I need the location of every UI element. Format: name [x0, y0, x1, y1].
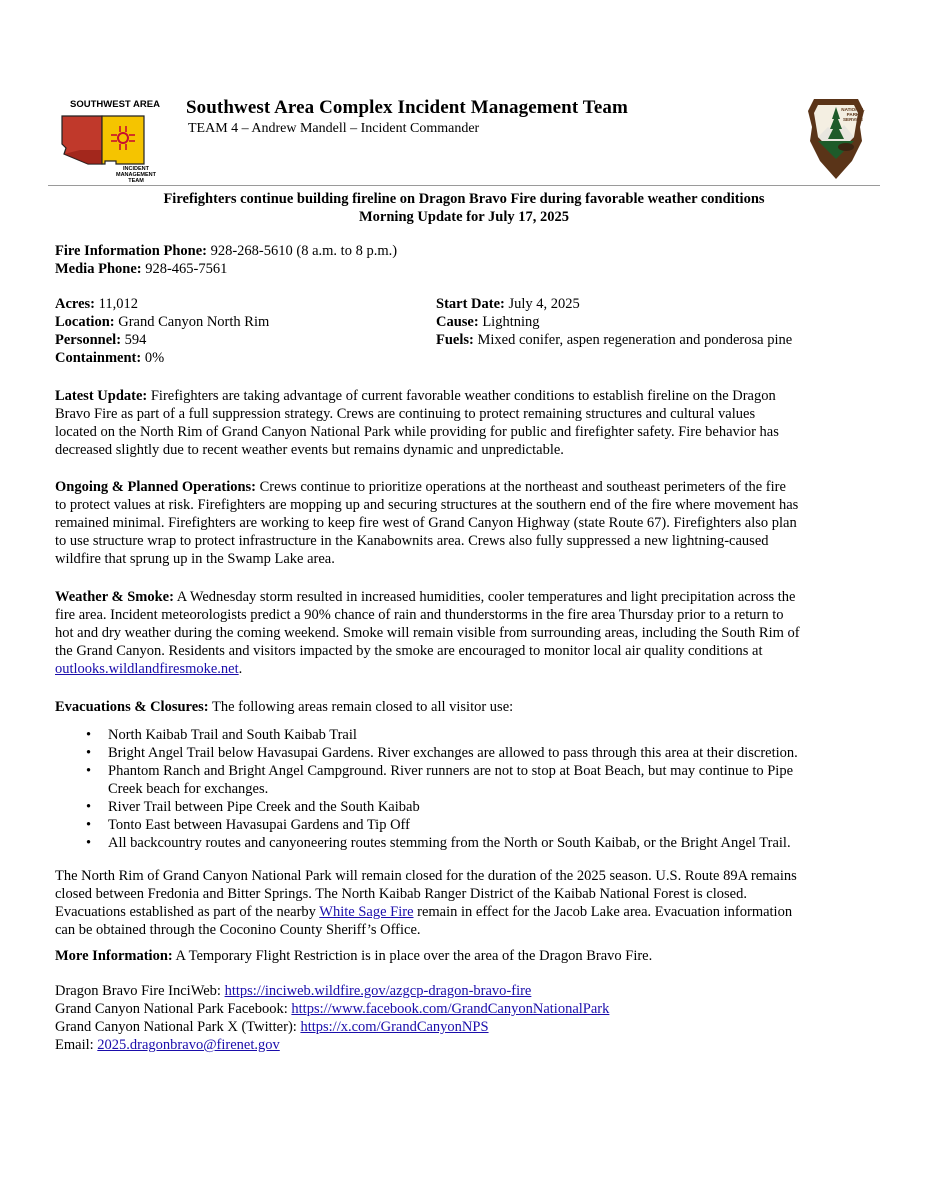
weather-line-2: fire area. Incident meteorologists predict a 90% chance of rain and thunderstorms in the fire area Thursday prior to a return to	[55, 607, 784, 623]
swa-logo-text-bottom-3: TEAM	[128, 178, 144, 184]
media-phone-value: 928-465-7561	[141, 261, 228, 277]
team-subtitle: TEAM 4 – Andrew Mandell – Incident Commander	[188, 121, 480, 136]
evacuations-intro-text: The following areas remain closed to all visitor use:	[208, 699, 514, 715]
operations-line-4: to use structure wrap to protect infrastructure in the Kanabownits area. Crews also fully suppressed a new lightning-caused	[55, 533, 769, 549]
location-value: Grand Canyon North Rim	[114, 314, 270, 330]
white-sage-fire-link[interactable]: White Sage Fire	[319, 904, 414, 920]
inciweb-link[interactable]: https://inciweb.wildfire.gov/azgcp-dragon-bravo-fire	[224, 983, 532, 999]
operations-line-1: Crews continue to prioritize operations at the northeast and southeast perimeters of the fire	[256, 479, 786, 495]
location-label: Location:	[55, 314, 115, 330]
bullet-icon: •	[86, 835, 92, 851]
resource-links	[55, 982, 880, 1054]
operations-label: Ongoing & Planned Operations:	[55, 479, 257, 495]
header-divider	[48, 185, 880, 186]
weather-line-1: A Wednesday storm resulted in increased humidities, cooler temperatures and light precipitation across the	[173, 589, 796, 605]
latest-update-paragraph	[55, 387, 880, 459]
cause-line	[436, 313, 792, 331]
cause-label: Cause:	[436, 314, 479, 330]
containment-line	[55, 349, 880, 367]
latest-update-line-1: Firefighters are taking advantage of current favorable weather conditions to establish fireline on the Dragon	[147, 388, 776, 404]
nps-logo-line2: PARK	[846, 112, 860, 117]
bullet-icon: •	[86, 799, 92, 815]
headline-line-1: Firefighters continue building fireline on Dragon Bravo Fire during favorable weather conditions	[163, 191, 765, 207]
cause-value: Lightning	[478, 314, 540, 330]
closure-item: • All backcountry routes and canyoneering routes stemming from the North or South Kaibab, or the Bright Angel Trail.	[86, 835, 791, 851]
containment-value: 0%	[141, 350, 165, 366]
swa-logo-text-bottom-2: MANAGEMENT	[115, 172, 157, 178]
nps-arrowhead-logo	[806, 97, 866, 180]
bullet-icon: •	[86, 763, 92, 779]
latest-update-label: Latest Update:	[55, 388, 148, 404]
more-info-label: More Information:	[55, 948, 173, 964]
swa-imt-logo-graphic	[58, 98, 173, 184]
media-phone-line	[55, 260, 880, 278]
start-date-line	[436, 295, 792, 313]
swa-logo-text-top: SOUTHWEST AREA	[70, 99, 160, 110]
x-label: Grand Canyon National Park X (Twitter):	[55, 1019, 301, 1035]
smoke-outlook-link[interactable]: outlooks.wildlandfiresmoke.net	[55, 661, 239, 677]
acres-value: 11,012	[95, 296, 138, 312]
press-headline	[48, 190, 880, 226]
closure-line-4: can be obtained through the Coconino County Sheriff’s Office.	[55, 922, 421, 938]
x-twitter-link[interactable]: https://x.com/GrandCanyonNPS	[300, 1019, 489, 1035]
headline-line-2: Morning Update for July 17, 2025	[359, 209, 569, 225]
contact-info	[55, 242, 880, 278]
weather-paragraph	[55, 588, 880, 678]
facebook-label: Grand Canyon National Park Facebook:	[55, 1001, 292, 1017]
start-date-value: July 4, 2025	[504, 296, 580, 312]
start-date-label: Start Date:	[436, 296, 505, 312]
latest-update-line-4: decreased slightly due to recent weather events but remains dynamic and unpredictable.	[55, 442, 564, 458]
fire-facts-right	[436, 295, 792, 349]
inciweb-line	[55, 982, 880, 1000]
evacuations-intro	[55, 698, 880, 716]
closure-item: • North Kaibab Trail and South Kaibab Trail	[86, 727, 357, 743]
evacuations-label: Evacuations & Closures:	[55, 699, 209, 715]
fire-phone-label: Fire Information Phone:	[55, 243, 207, 259]
operations-paragraph	[55, 478, 880, 568]
containment-label: Containment:	[55, 350, 142, 366]
personnel-value: 594	[121, 332, 147, 348]
more-info-paragraph	[55, 947, 880, 965]
x-line	[55, 1018, 880, 1036]
weather-line-4: the Grand Canyon. Residents and visitors impacted by the smoke are encouraged to monitor local air quality conditions at	[55, 643, 763, 659]
fuels-label: Fuels:	[436, 332, 474, 348]
fuels-line	[436, 331, 792, 349]
closure-paragraph	[55, 867, 880, 939]
closure-line-3-end: remain in effect for the Jacob Lake area. Evacuation information	[413, 904, 793, 920]
personnel-label: Personnel:	[55, 332, 122, 348]
closure-item: • River Trail between Pipe Creek and the South Kaibab	[86, 799, 420, 815]
nps-logo-line1: NATIONAL	[841, 107, 865, 112]
media-phone-label: Media Phone:	[55, 261, 142, 277]
email-link[interactable]: 2025.dragonbravo@firenet.gov	[97, 1037, 280, 1053]
facebook-link[interactable]: https://www.facebook.com/GrandCanyonNationalPark	[291, 1001, 610, 1017]
fire-phone-line	[55, 242, 880, 260]
weather-line-3: hot and dry weather during the coming weekend. Smoke will remain visible from surrounding areas, including the South Rim of	[55, 625, 800, 641]
fuels-value: Mixed conifer, aspen regeneration and ponderosa pine	[473, 332, 793, 348]
more-info-text: A Temporary Flight Restriction is in place over the area of the Dragon Bravo Fire.	[172, 948, 653, 964]
bullet-icon: •	[86, 817, 92, 833]
closure-item: • Phantom Ranch and Bright Angel Campground. River runners are not to stop at Boat Beach, but may continue to Pipe Creek beach for exchanges.	[86, 763, 794, 797]
fire-phone-value: 928-268-5610 (8 a.m. to 8 p.m.)	[206, 243, 398, 259]
closure-item: • Tonto East between Havasupai Gardens and Tip Off	[86, 817, 410, 833]
inciweb-label: Dragon Bravo Fire InciWeb:	[55, 983, 225, 999]
closure-line-2: closed between Fredonia and Bitter Springs. The North Kaibab Ranger District of the Kaibab National Forest is closed.	[55, 886, 747, 902]
email-label: Email:	[55, 1037, 98, 1053]
closures-list	[55, 726, 880, 852]
operations-line-3: remained minimal. Firefighters are working to keep fire west of Grand Canyon Highway (state Route 67). Firefighters also plan	[55, 515, 797, 531]
facebook-line	[55, 1000, 880, 1018]
closure-item: • Bright Angel Trail below Havasupai Gardens. River exchanges are allowed to pass through this area at their discretion.	[86, 745, 798, 761]
operations-line-5: wildfire that sprung up in the Swamp Lake area.	[55, 551, 335, 567]
operations-line-2: to protect values at risk. Firefighters are mopping up and securing structures at the southern end of the fire where movement has	[55, 497, 799, 513]
swa-imt-logo	[58, 98, 173, 184]
nps-arrowhead-graphic	[806, 97, 866, 180]
bullet-icon: •	[86, 745, 92, 761]
acres-label: Acres:	[55, 296, 95, 312]
closure-line-3-start: Evacuations established as part of the nearby	[55, 904, 320, 920]
latest-update-line-2: Bravo Fire as part of a full suppression strategy. Crews are continuing to protect remaining structures and cultural values	[55, 406, 756, 422]
email-line	[55, 1036, 880, 1054]
swa-logo-text-bottom-1: INCIDENT	[123, 166, 149, 172]
team-title: Southwest Area Complex Incident Management Team	[186, 97, 628, 118]
bullet-icon: •	[86, 727, 92, 743]
weather-link-period: .	[238, 661, 243, 677]
closure-line-1: The North Rim of Grand Canyon National Park will remain closed for the duration of the 2025 season. U.S. Route 89A remains	[55, 868, 797, 884]
weather-label: Weather & Smoke:	[55, 589, 174, 605]
latest-update-line-3: located on the North Rim of Grand Canyon National Park while providing for public and firefighter safety. Fire behavior has	[55, 424, 779, 440]
nps-logo-line3: SERVICE	[842, 117, 864, 122]
